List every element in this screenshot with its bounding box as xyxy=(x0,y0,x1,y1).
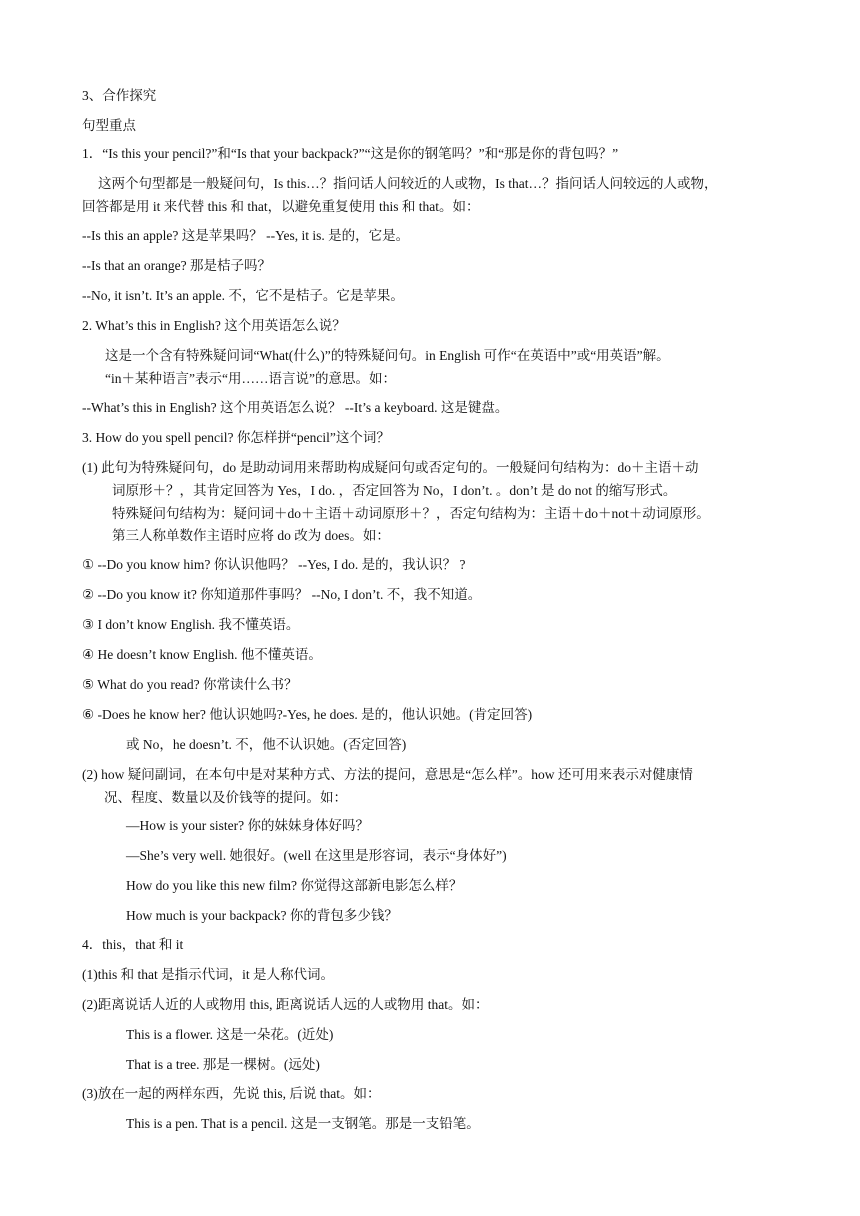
point-4-heading: 4．this，that 和 it xyxy=(82,937,184,952)
point-4-example-1: This is a flower. 这是一朵花。(近处) xyxy=(126,1027,334,1042)
point-3-example-2: ② --Do you know it? 你知道那件事吗？ --No, I don’t. 不，我不知道。 xyxy=(82,587,482,602)
point-3-example-6-negative: 或 No，he doesn’t. 不，他不认识她。(否定回答) xyxy=(126,737,407,752)
point-3-section-1-line-2: 词原形＋？，其肯定回答为 Yes，I do. ，否定回答为 No，I don’t. 。don’t 是 do not 的缩写形式。 xyxy=(112,483,677,498)
point-2-explanation-line-1: 这是一个含有特殊疑问词“What(什么)”的特殊疑问句。in English 可作“在英语中”或“用英语”解。 xyxy=(105,348,670,363)
point-3-section-2-line-2: 况、程度、数量以及价钱等的提问。如： xyxy=(104,790,347,805)
point-2-heading: 2. What’s this in English? 这个用英语怎么说？ xyxy=(82,318,346,333)
point-3-example-9: How do you like this new film? 你觉得这部新电影怎么样？ xyxy=(126,878,463,893)
point-3-example-5: ⑤ What do you read? 你常读什么书？ xyxy=(82,677,298,692)
point-3-section-1-line-3: 特殊疑问句结构为：疑问词＋do＋主语＋动词原形＋？，否定句结构为：主语＋do＋not＋动词原形。 xyxy=(112,506,710,521)
point-1-example-3: --No, it isn’t. It’s an apple. 不，它不是桔子。它是苹果。 xyxy=(82,288,404,303)
point-2-example-1: --What’s this in English? 这个用英语怎么说？ --It’s a keyboard. 这是键盘。 xyxy=(82,400,509,415)
point-1-example-1: --Is this an apple? 这是苹果吗？ --Yes, it is. 是的，它是。 xyxy=(82,228,410,243)
point-3-example-6: ⑥ -Does he know her? 他认识她吗?-Yes, he does. 是的，他认识她。(肯定回答) xyxy=(82,707,533,722)
point-4-section-2: (2)距离说话人近的人或物用 this, 距离说话人远的人或物用 that。如： xyxy=(82,997,489,1012)
point-4-example-2: That is a tree. 那是一棵树。(远处) xyxy=(126,1057,320,1072)
point-1-heading: 1．“Is this your pencil?”和“Is that your backpack?”“这是你的钢笔吗？”和“那是你的背包吗？” xyxy=(82,146,619,161)
point-4-section-3: (3)放在一起的两样东西，先说 this, 后说 that。如： xyxy=(82,1086,381,1101)
point-3-heading: 3. How do you spell pencil? 你怎样拼“pencil”这个词？ xyxy=(82,430,390,445)
point-4-example-3: This is a pen. That is a pencil. 这是一支钢笔。那是一支铅笔。 xyxy=(126,1116,480,1131)
point-3-example-10: How much is your backpack? 你的背包多少钱？ xyxy=(126,908,398,923)
subheading: 句型重点 xyxy=(82,118,136,133)
point-2-explanation-line-2: “in＋某种语言”表示“用……语言说”的意思。如： xyxy=(105,371,396,386)
point-3-section-1-line-4: 第三人称单数作主语时应将 do 改为 does。如： xyxy=(112,528,390,543)
point-3-example-3: ③ I don’t know English. 我不懂英语。 xyxy=(82,617,300,632)
point-3-example-1: ① --Do you know him? 你认识他吗？ --Yes, I do. 是的，我认识？ ? xyxy=(82,557,466,572)
point-3-example-8: —She’s very well. 她很好。(well 在这里是形容词，表示“身体好”) xyxy=(126,848,507,863)
point-3-example-7: —How is your sister? 你的妹妹身体好吗？ xyxy=(126,818,369,833)
point-1-explanation-line-2: 回答都是用 it 来代替 this 和 that，以避免重复使用 this 和 that。如： xyxy=(82,199,480,214)
point-3-section-2-line-1: (2) how 疑问副词，在本句中是对某种方式、方法的提问，意思是“怎么样”。how 还可用来表示对健康情 xyxy=(82,767,693,782)
point-1-explanation-line-1: 这两个句型都是一般疑问句，Is this…？指问话人问较近的人或物，Is that…？指问话人问较远的人或物， xyxy=(98,176,718,191)
point-1-example-2: --Is that an orange? 那是桔子吗？ xyxy=(82,258,271,273)
section-title: 3、合作探究 xyxy=(82,88,157,103)
point-4-section-1: (1)this 和 that 是指示代词，it 是人称代词。 xyxy=(82,967,334,982)
point-3-example-4: ④ He doesn’t know English. 他不懂英语。 xyxy=(82,647,322,662)
point-3-section-1-line-1: (1) 此句为特殊疑问句，do 是助动词用来帮助构成疑问句或否定句的。一般疑问句结构为：do＋主语＋动 xyxy=(82,460,699,475)
